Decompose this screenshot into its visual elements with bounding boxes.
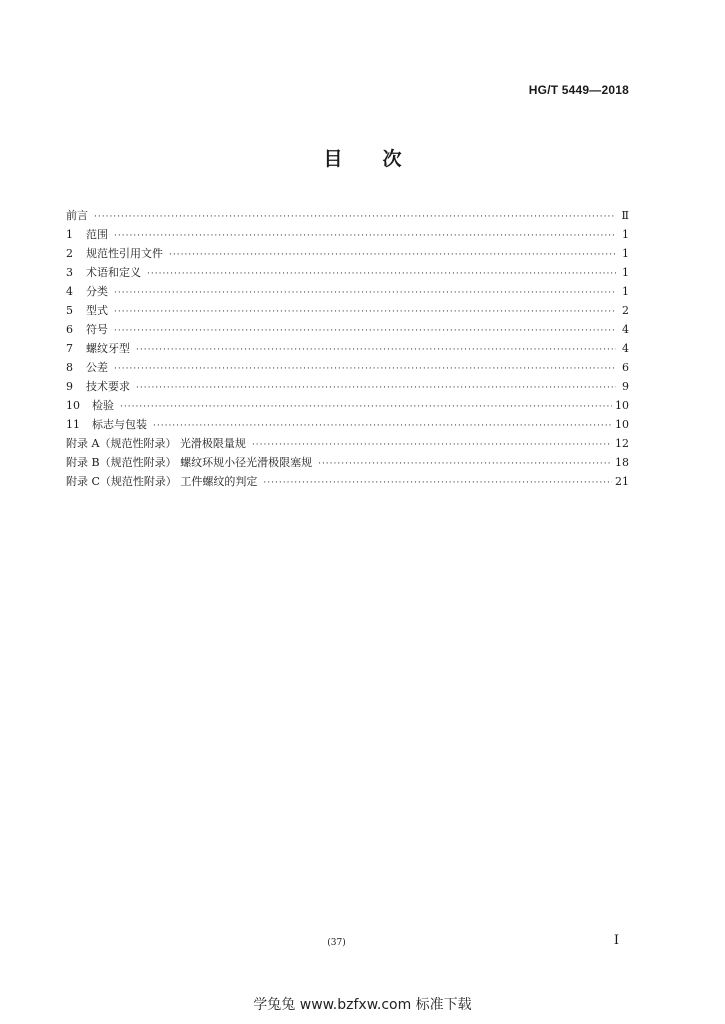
toc-entry-number: 10 <box>66 399 80 412</box>
toc-entry-page: 2 <box>622 304 629 317</box>
toc-entry-foreword[interactable] <box>66 206 629 225</box>
toc-leader-dots <box>120 398 612 417</box>
toc-entry-page: 1 <box>622 266 629 279</box>
toc-entry-title: 规范性引用文件 <box>86 247 163 260</box>
toc-leader-dots <box>136 379 616 398</box>
toc-entry-title: 前言 <box>66 209 88 222</box>
footer-sequence-number: (37) <box>327 938 346 948</box>
toc-entry-6[interactable] <box>66 320 629 339</box>
watermark-text: 学兔兔 www.bzfxw.com 标准下载 <box>253 997 472 1013</box>
toc-entry-number: 4 <box>66 285 73 298</box>
toc-entry-5[interactable] <box>66 301 629 320</box>
toc-entry-page: 21 <box>615 475 629 488</box>
toc-entry-title: 符号 <box>86 323 108 336</box>
toc-entry-title: 范围 <box>86 228 108 241</box>
toc-entry-title: 附录 A（规范性附录） 光滑极限量规 <box>66 437 246 450</box>
toc-entry-page: 1 <box>622 247 629 260</box>
toc-leader-dots <box>318 455 612 474</box>
toc-entry-2[interactable] <box>66 244 629 263</box>
toc-entry-page: 9 <box>622 380 629 393</box>
toc-entry-page: 6 <box>622 361 629 374</box>
toc-entry-number: 2 <box>66 247 73 260</box>
toc-leader-dots <box>114 322 616 341</box>
toc-entry-appendix-b[interactable] <box>66 453 629 472</box>
toc-entry-8[interactable] <box>66 358 629 377</box>
page-title-char-1: 目 <box>323 148 343 170</box>
page-title <box>0 144 725 171</box>
toc-entry-11[interactable] <box>66 415 629 434</box>
page-number: I <box>613 933 619 948</box>
toc-entry-title: 附录 B（规范性附录） 螺纹环规小径光滑极限塞规 <box>66 456 313 469</box>
toc-entry-title: 螺纹牙型 <box>86 342 130 355</box>
toc-entry-page: 1 <box>622 285 629 298</box>
toc-leader-dots <box>169 246 616 265</box>
toc-entry-title: 标志与包装 <box>92 418 147 431</box>
toc-entry-title: 检验 <box>92 399 114 412</box>
toc-entry-number: 3 <box>66 266 73 279</box>
toc-entry-title: 公差 <box>86 361 108 374</box>
toc-entry-4[interactable] <box>66 282 629 301</box>
toc-entry-3[interactable] <box>66 263 629 282</box>
toc-entry-title: 型式 <box>86 304 108 317</box>
toc-entry-page: 1 <box>622 228 629 241</box>
toc-leader-dots <box>94 208 616 227</box>
toc-entry-1[interactable] <box>66 225 629 244</box>
toc-entry-page: 12 <box>615 437 629 450</box>
toc-entry-title: 术语和定义 <box>86 266 141 279</box>
toc-entry-number: 8 <box>66 361 73 374</box>
toc-entry-page: 10 <box>615 418 629 431</box>
toc-leader-dots <box>136 341 616 360</box>
toc-entry-page: 4 <box>622 323 629 336</box>
toc-entry-appendix-c[interactable] <box>66 472 629 491</box>
toc-entry-number: 11 <box>66 418 80 431</box>
toc-entry-appendix-a[interactable] <box>66 434 629 453</box>
toc-leader-dots <box>147 265 616 284</box>
toc-entry-7[interactable] <box>66 339 629 358</box>
toc-entry-number: 9 <box>66 380 73 393</box>
toc-entry-page: 18 <box>615 456 629 469</box>
toc-entry-title: 技术要求 <box>86 380 130 393</box>
table-of-contents <box>66 206 629 491</box>
toc-entry-title: 附录 C（规范性附录） 工件螺纹的判定 <box>66 475 258 488</box>
toc-entry-9[interactable] <box>66 377 629 396</box>
toc-entry-page: 4 <box>622 342 629 355</box>
toc-entry-number: 7 <box>66 342 73 355</box>
toc-leader-dots <box>114 284 616 303</box>
toc-entry-number: 5 <box>66 304 73 317</box>
document-code: HG/T 5449—2018 <box>528 83 629 97</box>
toc-entry-page: 10 <box>615 399 629 412</box>
toc-entry-page: Ⅱ <box>621 209 629 222</box>
toc-entry-number: 6 <box>66 323 73 336</box>
toc-leader-dots <box>263 474 612 493</box>
page-title-char-2: 次 <box>382 148 402 170</box>
toc-leader-dots <box>114 303 616 322</box>
toc-leader-dots <box>114 227 616 246</box>
toc-entry-title: 分类 <box>86 285 108 298</box>
toc-leader-dots <box>114 360 616 379</box>
toc-entry-10[interactable] <box>66 396 629 415</box>
toc-entry-number: 1 <box>66 228 73 241</box>
